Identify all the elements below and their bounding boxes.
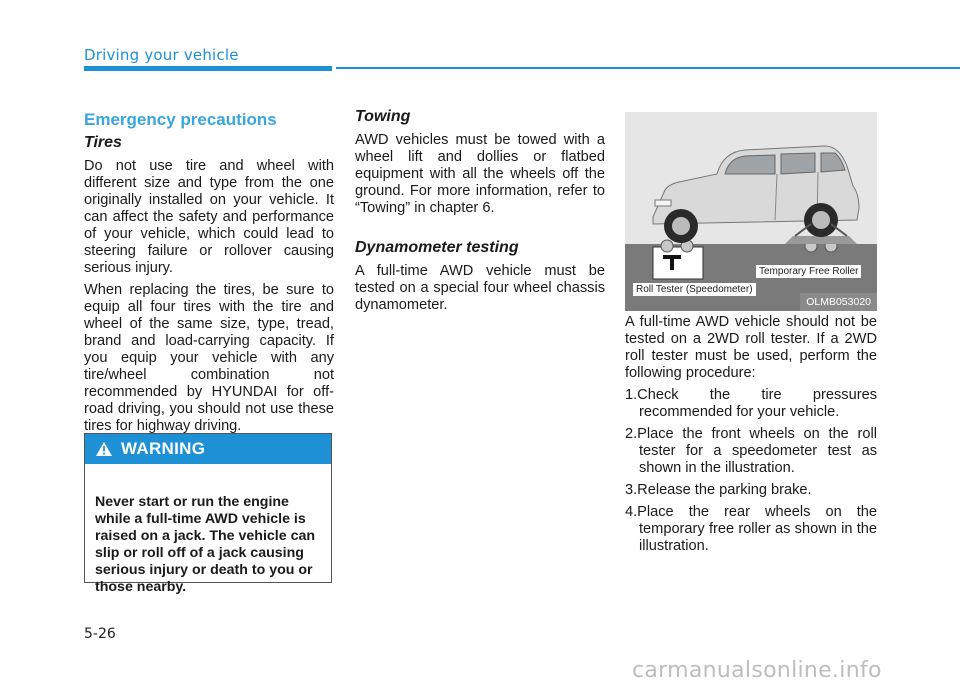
header-rule-thin — [336, 67, 960, 69]
paragraph-tires-1: Do not use tire and wheel with different size and type from the one originally installed on your vehicle. It can affect the safety and performance of your vehicle, which could lead to steering failure or rollover causing serious injury. — [84, 158, 334, 276]
column-left — [84, 108, 334, 440]
paragraph-dynamometer: A full-time AWD vehicle must be tested on a special four wheel chassis dynamometer. — [355, 263, 605, 313]
paragraph-towing: AWD vehicles must be towed with a wheel lift and dollies or flatbed equipment with all the wheels off the ground. For more information, refer to “Towing” in chapter 6. — [355, 132, 605, 216]
label-roll-tester: Roll Tester (Speedometer) — [633, 283, 756, 296]
header-rule-thick — [84, 66, 332, 71]
procedure-list — [625, 387, 877, 555]
watermark: carmanualsonline.info — [632, 658, 882, 683]
subtitle-towing: Towing — [355, 108, 411, 125]
warning-label: WARNING — [121, 439, 206, 458]
page-header-title: Driving your vehicle — [84, 46, 239, 64]
procedure-step: 3.Release the parking brake. — [625, 482, 812, 498]
warning-box — [84, 433, 332, 595]
subtitle-tires: Tires — [84, 134, 122, 151]
procedure-step: 1.Check the tire pressures recommended for your vehicle. — [625, 387, 877, 420]
procedure-step: 4.Place the rear wheels on the temporary free roller as shown in the illustration. — [625, 504, 877, 554]
label-temporary-free-roller: Temporary Free Roller — [756, 265, 861, 278]
vehicle-on-roller-image — [625, 112, 877, 311]
paragraph-roll-tester-intro: A full-time AWD vehicle should not be tested on a 2WD roll tester. If a 2WD roll tester must be used, perform the following procedure: — [625, 314, 877, 381]
section-title: Emergency precautions — [84, 110, 277, 129]
column-right — [625, 314, 877, 560]
warning-header — [85, 434, 331, 464]
dynamometer-illustration — [625, 112, 877, 311]
page-number: 5-26 — [84, 626, 116, 642]
warning-triangle-icon — [95, 441, 113, 457]
paragraph-tires-2: When replacing the tires, be sure to equip all four tires with the tire and wheel of the same size, type, tread, brand and load-carrying capacity. If you equip your vehicle with any tire/wheel combination not recommended by HYUNDAI for off-road driving, you should not use these tires for highway driving. — [84, 282, 334, 434]
procedure-step: 2.Place the front wheels on the roll tester for a speedometer test as shown in the illustration. — [625, 426, 877, 476]
figure-code: OLMB053020 — [800, 293, 877, 311]
column-middle — [355, 108, 605, 319]
subtitle-dynamometer: Dynamometer testing — [355, 239, 519, 256]
warning-text: Never start or run the engine while a full-time AWD vehicle is raised on a jack. The vehicle can slip or roll off of a jack causing serious injury or death to you or those nearby. — [95, 494, 316, 595]
